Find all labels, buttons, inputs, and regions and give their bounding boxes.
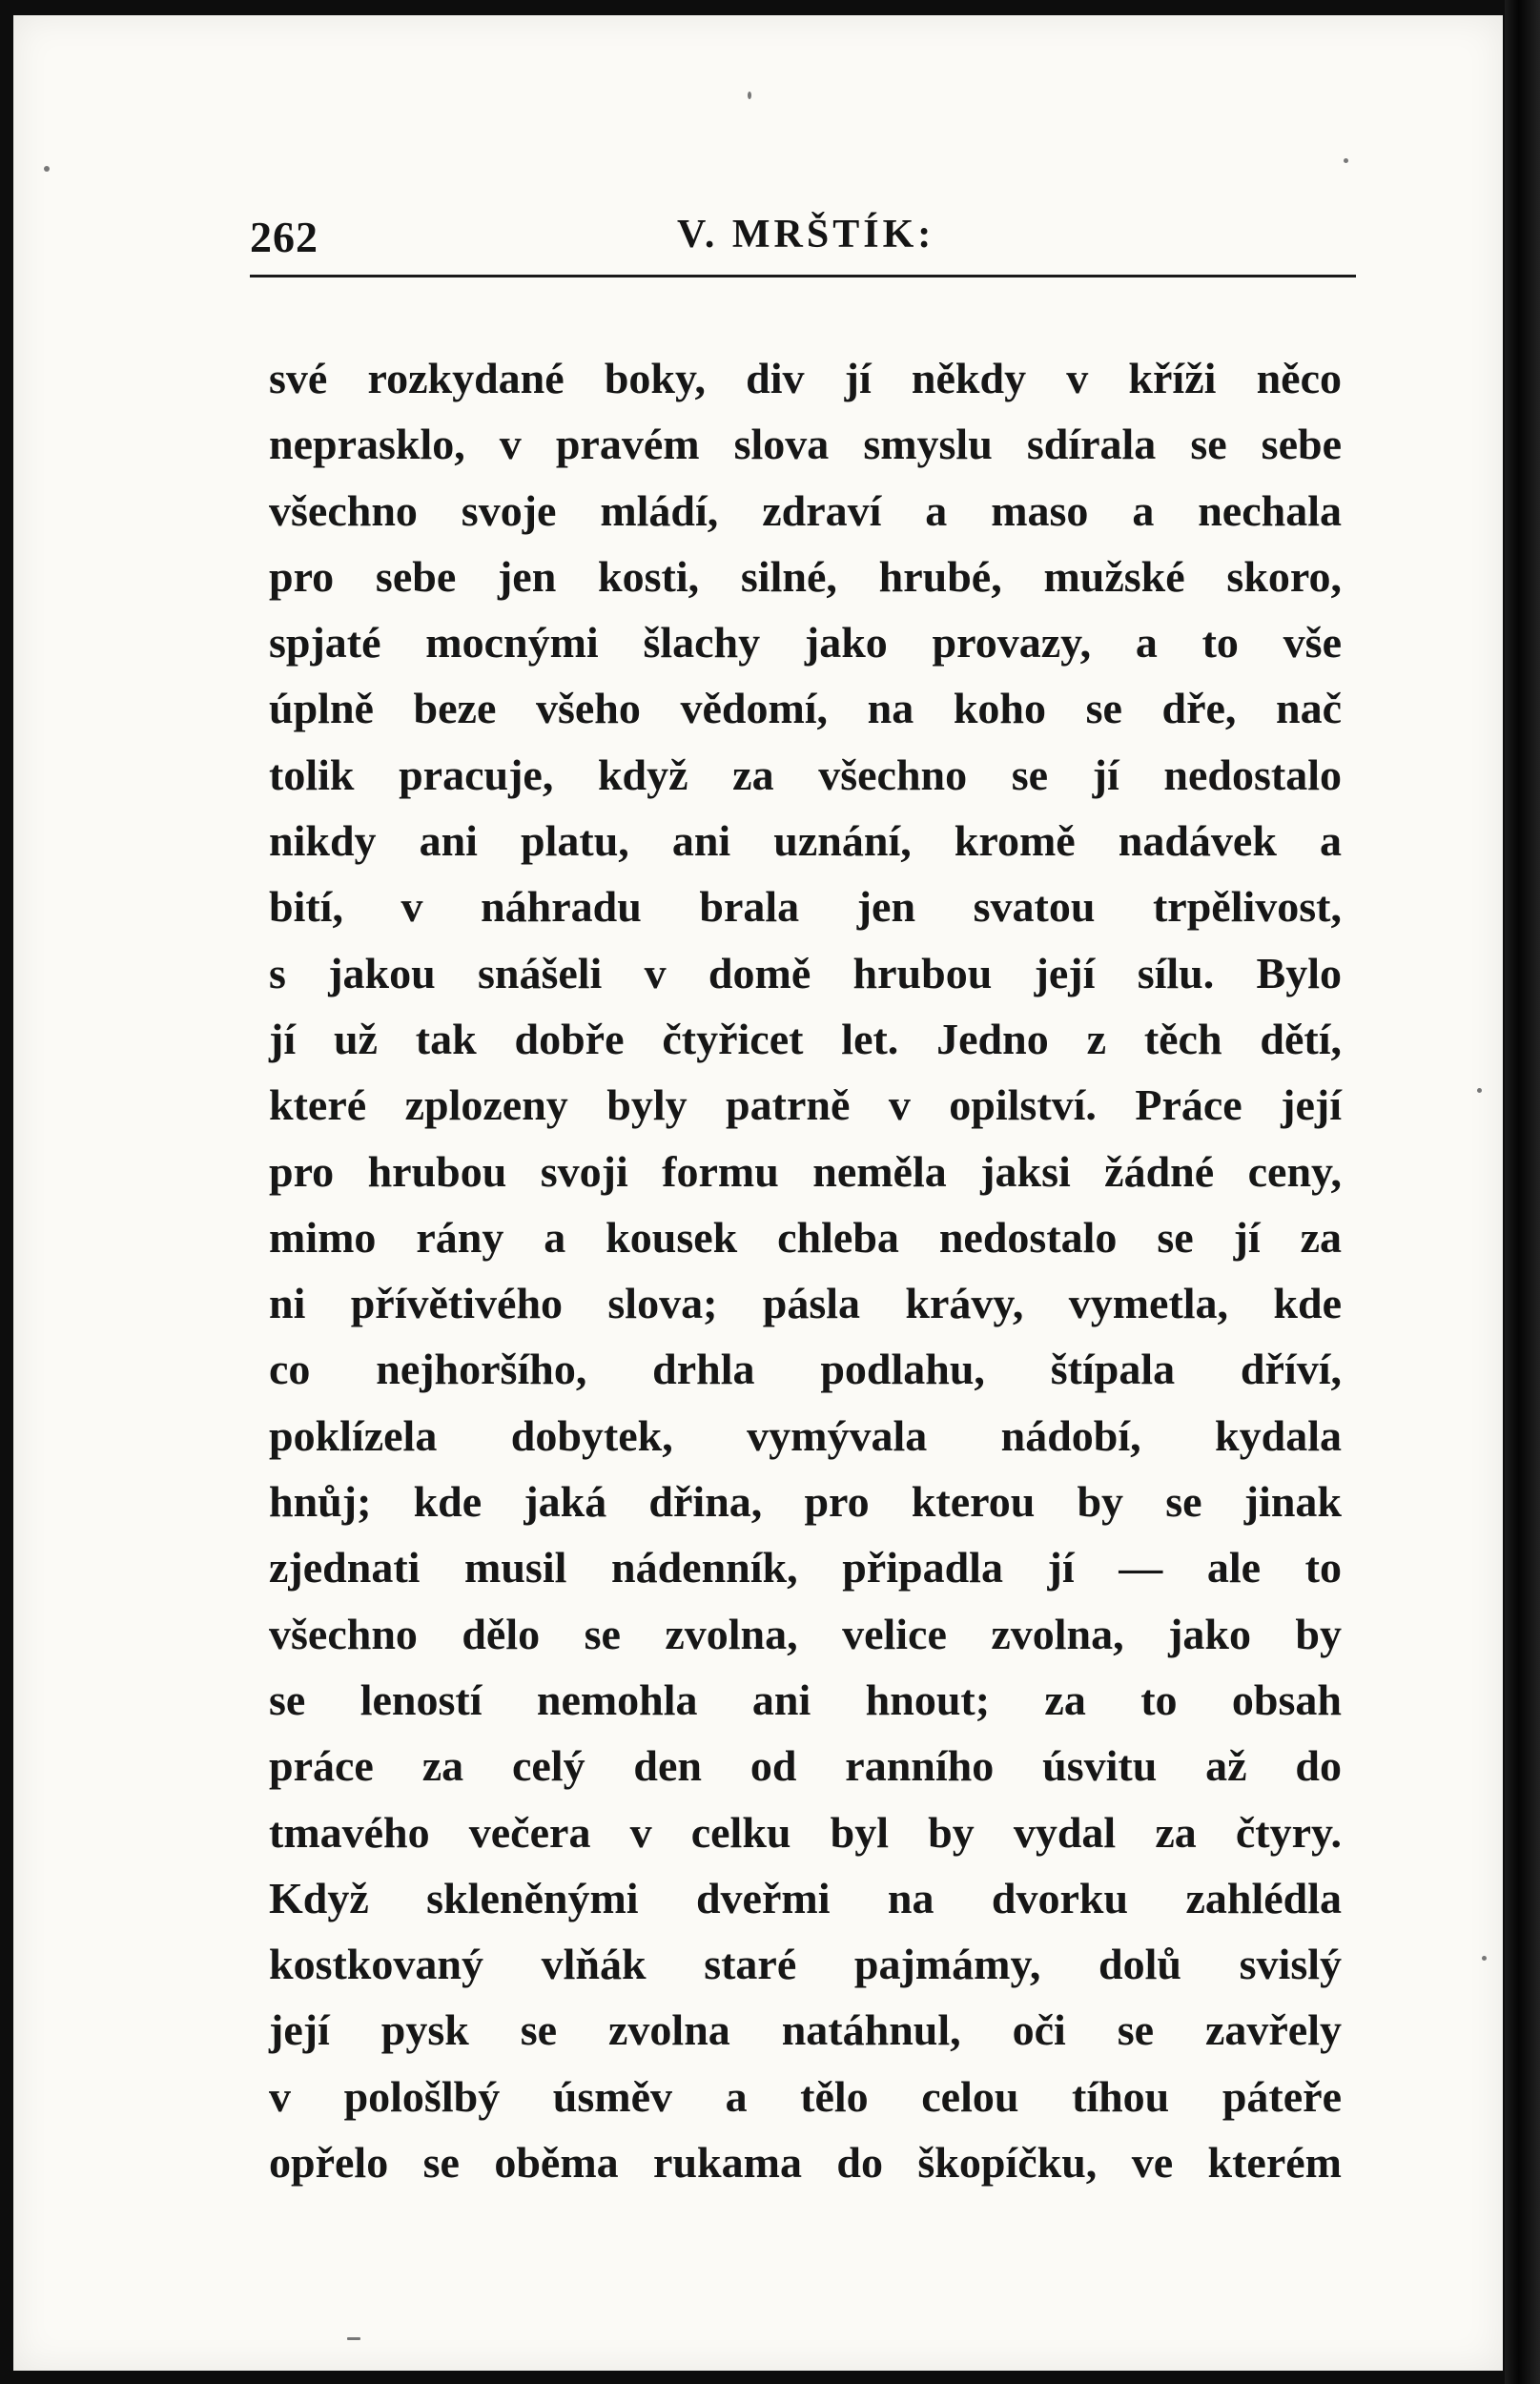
print-speck [748, 92, 751, 99]
text-line: kostkovaný vlňák staré pajmámy, dolů svislý [269, 1940, 1342, 1989]
text-line: Když skleněnými dveřmi na dvorku zahlédla [269, 1873, 1342, 1922]
body-text [269, 345, 1342, 2195]
text-line: mimo rány a kousek chleba nedostalo se jí za [269, 1212, 1342, 1262]
text-line: pro hrubou svoji formu neměla jaksi žádné ceny, [269, 1146, 1342, 1196]
page-number: 262 [250, 213, 318, 261]
page-header [250, 212, 1356, 280]
text-line: nikdy ani platu, ani uznání, kromě nadávek a [269, 816, 1342, 866]
text-line: s jakou snášeli v domě hrubou její sílu. Bylo [269, 948, 1342, 997]
text-line: tmavého večera v celku byl by vydal za čtyry. [269, 1807, 1342, 1857]
running-head: V. MRŠTÍK: [677, 213, 935, 257]
text-line: které zplozeny byly patrně v opilství. Práce její [269, 1080, 1342, 1130]
text-line: spjaté mocnými šlachy jako provazy, a to vše [269, 618, 1342, 668]
text-line: práce za celý den od ranního úsvitu až do [269, 1741, 1342, 1791]
text-line: jí už tak dobře čtyřicet let. Jedno z těch dětí, [269, 1014, 1342, 1063]
text-line: bití, v náhradu brala jen svatou trpělivost, [269, 882, 1342, 932]
book-edge [1505, 0, 1540, 2384]
text-line: její pysk se zvolna natáhnul, oči se zavřely [269, 2005, 1342, 2055]
text-line: své rozkydané boky, div jí někdy v kříži něco [269, 354, 1342, 402]
header-rule [250, 275, 1356, 277]
print-speck [347, 2337, 360, 2340]
text-line: co nejhoršího, drhla podlahu, štípala dříví, [269, 1345, 1342, 1394]
print-speck [1344, 158, 1348, 163]
text-line: poklízela dobytek, vymývala nádobí, kydala [269, 1410, 1342, 1460]
print-speck [1477, 1088, 1482, 1093]
text-line: pro sebe jen kosti, silné, hrubé, mužské skoro, [269, 551, 1342, 601]
text-line: v pološlbý úsměv a tělo celou tíhou páteře [269, 2071, 1342, 2121]
print-speck [1482, 1956, 1487, 1961]
text-line: tolik pracuje, když za všechno se jí nedostalo [269, 750, 1342, 799]
text-line: úplně beze všeho vědomí, na koho se dře, nač [269, 684, 1342, 733]
text-line: se leností nemohla ani hnout; za to obsah [269, 1675, 1342, 1724]
text-line: všechno dělo se zvolna, velice zvolna, jako by [269, 1609, 1342, 1658]
print-speck [44, 166, 50, 172]
text-line: všechno svoje mládí, zdraví a maso a nechala [269, 485, 1342, 535]
text-line: neprasklo, v pravém slova smyslu sdírala se sebe [269, 420, 1342, 469]
text-line: ni přívětivého slova; pásla krávy, vymetla, kde [269, 1279, 1342, 1328]
text-line: zjednati musil nádenník, připadla jí — ale to [269, 1543, 1342, 1593]
text-line: hnůj; kde jaká dřina, pro kterou by se jinak [269, 1477, 1342, 1527]
text-line: opřelo se oběma rukama do škopíčku, ve kterém [269, 2138, 1342, 2188]
